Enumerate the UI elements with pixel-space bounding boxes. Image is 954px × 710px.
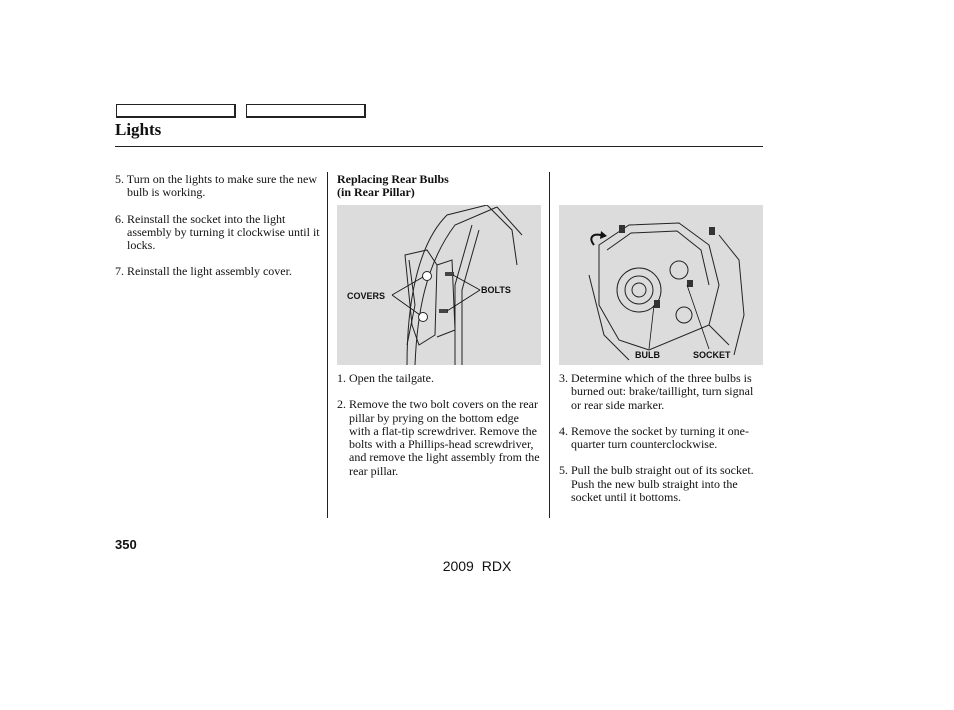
header-tab-2 — [246, 104, 366, 118]
subheading-line-1: Replacing Rear Bulbs — [337, 172, 449, 186]
step-item — [559, 425, 765, 452]
step-number: 5. — [559, 463, 568, 478]
header-rule — [115, 146, 763, 147]
left-column — [115, 173, 320, 292]
step-item — [337, 372, 543, 385]
step-text: Remove the socket by turning it one-quarter turn counterclockwise. — [571, 423, 749, 452]
step-number: 3. — [559, 371, 568, 385]
rear-pillar-figure — [337, 205, 541, 365]
bulb-callout: BULB — [635, 350, 660, 360]
step-number: 1. — [337, 371, 346, 385]
step-item — [115, 213, 320, 253]
step-text: Reinstall the light assembly cover. — [127, 264, 292, 279]
socket-callout: SOCKET — [693, 350, 731, 360]
step-text: Turn on the lights to make sure the new bulb is working. — [126, 172, 317, 200]
header-tab-1 — [116, 104, 236, 118]
middle-steps — [337, 372, 543, 491]
step-item — [115, 265, 320, 278]
step-number: 6. — [115, 211, 124, 226]
step-text: Remove the two bolt covers on the rear pillar by prying on the bottom edge with a flat-tip screwdriver. Remove the bolts with a Phillips-head screwdriver, and remove the light assembly from the rear pillar. — [349, 397, 540, 478]
step-number: 4. — [559, 423, 568, 438]
column-divider-1 — [327, 172, 328, 518]
page-number: 350 — [115, 537, 137, 552]
step-text: Determine which of the three bulbs is burned out: brake/taillight, turn signal or rear side marker. — [571, 371, 754, 412]
step-item — [559, 464, 765, 504]
tail-light-figure — [559, 205, 763, 365]
right-steps — [559, 372, 765, 517]
column-divider-2 — [549, 172, 550, 518]
step-text: Reinstall the socket into the light assembly by turning it clockwise until it locks. — [127, 211, 320, 253]
step-number: 7. — [115, 264, 124, 279]
bolts-callout: BOLTS — [481, 285, 511, 295]
step-item — [115, 173, 320, 200]
covers-callout: COVERS — [347, 291, 386, 301]
step-item — [337, 398, 543, 478]
subheading-line-2: (in Rear Pillar) — [337, 185, 415, 199]
middle-heading — [337, 173, 542, 199]
model-footer: 2009 RDX — [442, 558, 512, 574]
step-text: Pull the bulb straight out of its socket. Push the new bulb straight into the socket until it bottoms. — [571, 463, 754, 505]
step-text: Open the tailgate. — [349, 371, 434, 385]
step-number: 5. — [115, 172, 124, 186]
step-item — [559, 372, 765, 412]
section-title: Lights — [115, 120, 162, 139]
tail-light-illustration — [559, 205, 763, 365]
step-number: 2. — [337, 397, 346, 412]
